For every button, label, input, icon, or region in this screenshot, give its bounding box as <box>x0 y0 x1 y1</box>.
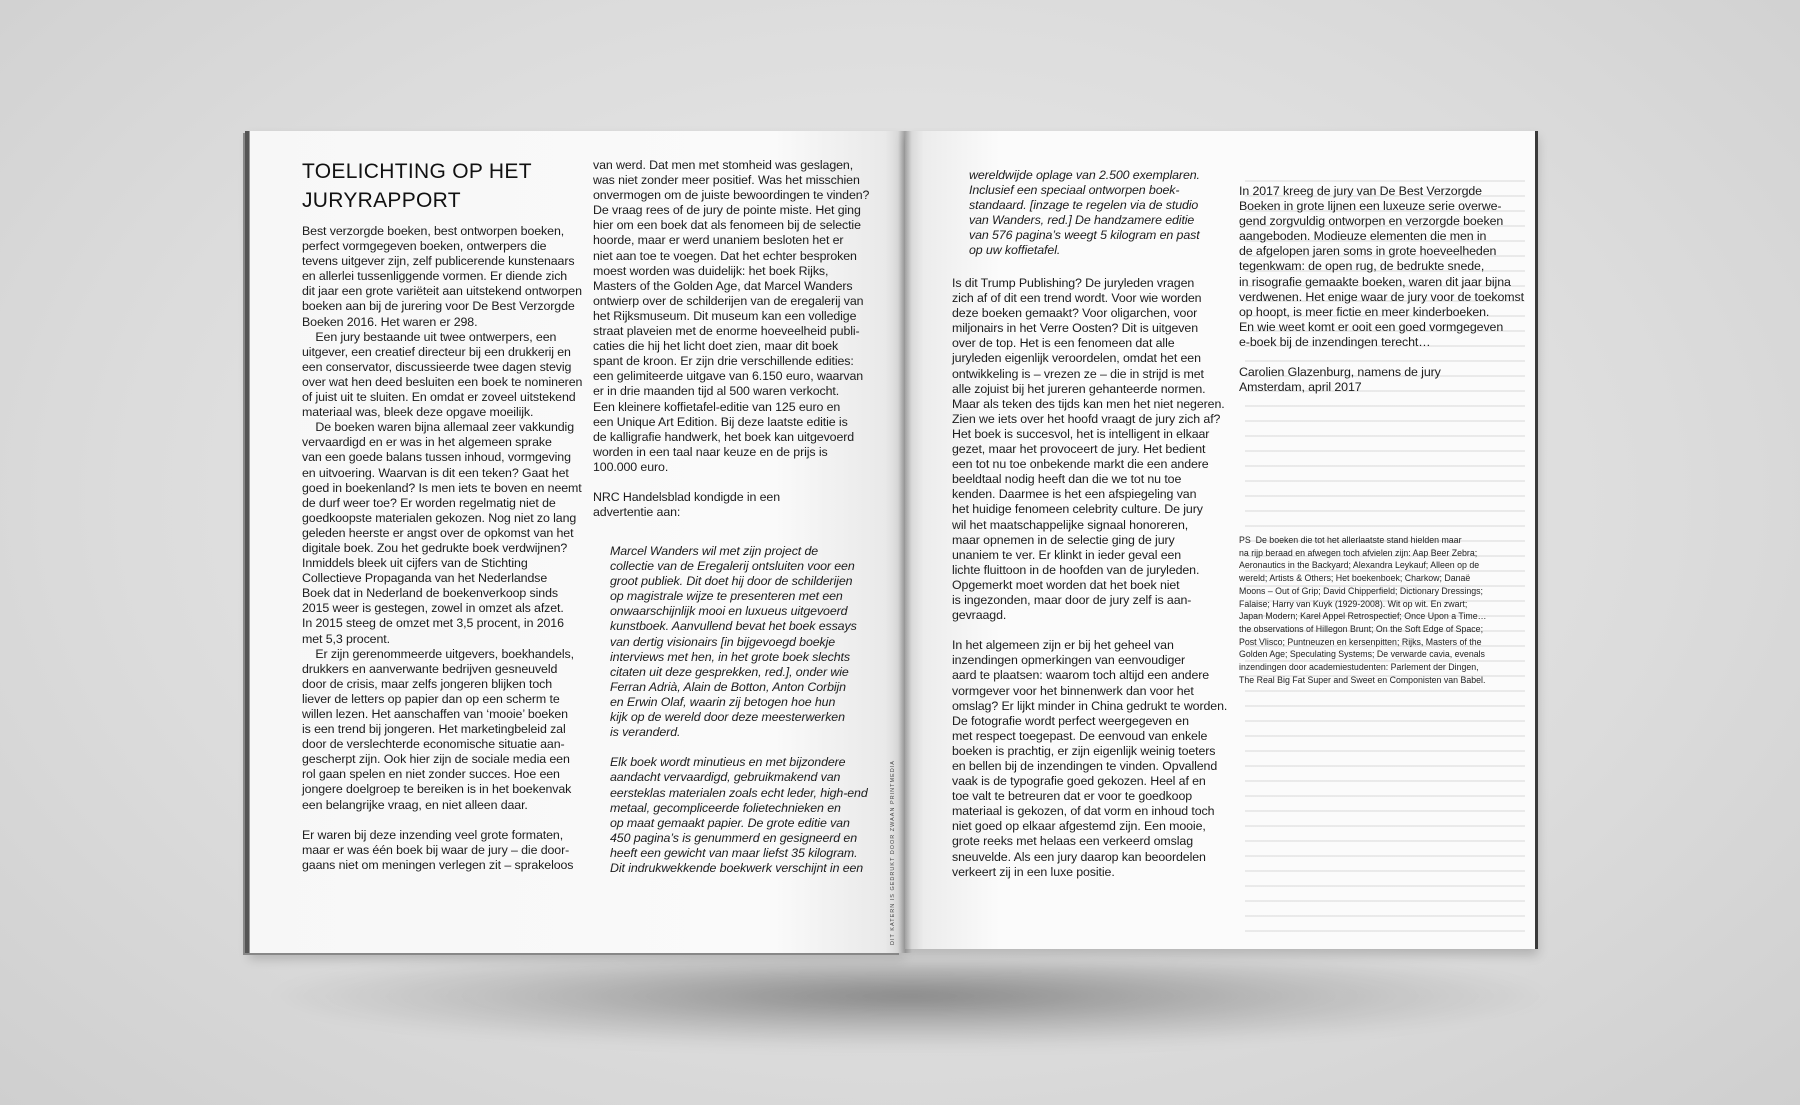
book-shadow <box>260 960 1560 1050</box>
column-4-text: In 2017 kreeg de jury van De Best Verzorgde Boeken in grote lijnen een luxeuze serie overwe- gend zorgvuldig ontworpen en verzorgde boeken aangeboden. Modieuze elementen die men in de afgelopen jaren soms in grote hoeveelheden tegenkwam: de open rug, de bedrukte snede, in risografie gemaakte boeken, waren dit jaar bijna verdwenen. Het enige waar de jury voor de toekomst op hoopt, is meer fictie en meer kinderboeken. En wie weet komt er ooit een goed vormgegeven e-boek bij de inzendingen terecht… Carolien Glazenburg, namens de jury Amsterdam, april 2017 <box>1239 184 1524 395</box>
column-1-text: Best verzorgde boeken, best ontworpen boeken, perfect vormgegeven boeken, ontwerpers die tevens uitgever zijn, zelf publicerende kunstenaars en allerlei tussenliggende vormen. Er diende zich dit jaar een grote variëteit aan uitstekend ontworpen boeken aan bij de jurering voor De Best Verzorgde Boeken 2016. Het waren er 298. Een jury bestaande uit twee ontwerpers, een uitgever, een creatief directeur bij een drukkerij en een conservator, discussieerde twee dagen stevig over wat hen deed besluiten een boek te nomineren of juist uit te sluiten. En omdat er zoveel uitstekend materiaal was, bleek deze opgave moeilijk. De boeken waren bijna allemaal zeer vakkundig vervaardigd en er was in het algemeen sprake van een goede balans tussen inhoud, vormgeving en uitvoering. Waarvan is dit een teken? Gaat het goed in boekenland? Is men iets te boven en neemt de durf weer toe? Er worden regelmatig niet de goedkoopste materialen gekozen. Nog niet zo lang geleden heerste er angst over de opkomst van het digitale boek. Zou het gedrukte boek verdwijnen? Inmiddels bleek uit cijfers van de Stichting Collectieve Propaganda van het Nederlandse Boek dat in Nederland de boekenverkoop sinds 2015 weer is gestegen, zowel in omzet als afzet. In 2015 steeg de omzet met 3,5 procent, in 2016 met 5,3 procent. Er zijn gerenommeerde uitgevers, boekhandels, drukkers en aanverwante bedrijven gesneuveld door de crisis, maar zelfs jongeren blijken toch liever de letters op papier dan op een scherm te willen lezen. Het aanschaffen van ‘mooie’ boeken is een trend bij jongeren. Het marketingbeleid zal door de verslechterde economische situatie aan- gescherpt zijn. Ook hier zijn de sociale media een rol gaan spelen en niet zonder succes. Hoe een jongere doelgroep te bereiken is in het boekenvak een belangrijke vraag, en niet alleen daar. Er waren bij deze inzending veel grote formaten, maar er was één boek bij waar de jury – die door- gaans niet om meningen verlegen zit – sprakeloos <box>302 224 583 872</box>
column-2-quote: Marcel Wanders wil met zijn project de collectie van de Eregalerij ontsluiten voor een groot publiek. Dit doet hij door de schilderijen op magistrale wijze te presenteren met een onwaarschijnlijk mooi en luxueus uitgevoerd kunstboek. Aanvullend bevat het boek essays van dertig visionairs [in bijgevoegd boekje interviews met hen, in het grote boek slechts citaten uit deze gesprekken, red.], onder wie Ferran Adrià, Alain de Botton, Anton Corbijn en Erwin Olaf, waarin zij betogen hoe hun kijk op de wereld door deze meesterwerken is veranderd. Elk boek wordt minutieus en met bijzondere aandacht vervaardigd, gebruikmakend van eersteklas materialen zoals echt leder, high-end metaal, gecompliceerde folietechnieken en op maat gemaakt papier. De grote editie van 450 pagina’s is genummerd en gesigneerd en heeft een gewicht van maar liefst 35 kilogram. Dit indrukwekkende boekwerk verschijnt in een <box>610 544 868 875</box>
book-spine <box>898 131 912 953</box>
column-2-text: van werd. Dat men met stomheid was geslagen, was niet zonder meer positief. Was het misschien onvermogen om de juiste bewoordingen te vinden? De vraag rees of de jury de pointe miste. Het ging hier om een boek dat als fenomeen bij de selectie hoorde, maar er werd unaniem besloten het er niet aan toe te voegen. Dat het echter besproken moest worden was duidelijk: het boek Rijks, Masters of the Golden Age, dat Marcel Wanders ontwierp over de schilderijen van de eregalerij van het Rijksmuseum. Dit museum kan een volledige straat plaveien met de enorme hoeveelheid publi- caties die hij het licht doet zien, maar dit boek spant de kroon. Er zijn drie verschillende edities: een gelimiteerde uitgave van 6.150 euro, waarvan er in drie maanden tijd al 500 waren verkocht. Een kleinere koffietafel-editie van 125 euro en een Unique Art Edition. Bij deze laatste editie is de kalligrafie handwerk, het boek kan uitgevoerd worden in een taal naar keuze en de prijs is 100.000 euro. NRC Handelsblad kondigde in een advertentie aan: <box>593 158 870 520</box>
article-heading: TOELICHTING OP HET JURYRAPPORT <box>302 160 532 212</box>
column-3-text: Is dit Trump Publishing? De juryleden vragen zich af of dit een trend wordt. Voor wie worden deze boeken gemaakt? Voor oligarchen, voor miljonairs in het Verre Oosten? Dit is uitgeven over de top. Het is een fenomeen dat alle juryleden eigenlijk veroordelen, omdat het een ontwikkeling is – vrezen ze – die in strijd is met alle zojuist bij het jureren gehanteerde normen. Maar als teken des tijds kan men het niet negeren. Zien we iets over het hoofd vraagt de jury zich af? Het boek is succesvol, het is intelligent in elkaar gezet, maar het provoceert de jury. Het bedient een tot nu toe onbekende markt die een andere beeldtaal nodig heeft dan die we tot nu toe kenden. Daarmee is het een afspiegeling van het huidige fenomeen celebrity culture. De jury wil het maatschappelijke signaal honoreren, maar opnemen in de selectie ging de jury unaniem te ver. Er klinkt in ieder geval een lichte fluittoon in de hoofden van de juryleden. Opgemerkt moet worden dat het boek niet is ingezonden, maar door de jury zelf is aan- gevraagd. In het algemeen zijn er bij het geheel van inzendingen opmerkingen van eenvoudiger aard te plaatsen: waarom toch altijd een andere vormgever voor het binnenwerk dan voor het omslag? Er lijkt minder in China gedrukt te worden. De fotografie wordt perfect weergegeven en met respect toegepast. De eenvoud van enkele boeken is prachtig, er zijn eigenlijk weinig toeters en bellen bij de inzendingen te vinden. Opvallend vaak is de typografie goed gekozen. Heel af en toe valt te betreuren dat er voor te goedkoop materiaal is gekozen, of dat vorm en inhoud toch niet goed op elkaar afgestemd zijn. Een mooie, grote reeks met helaas een verkeerd omslag sneuvelde. Als een jury daarop kan beoordelen verkeert zij in een luxe positie. <box>952 276 1228 879</box>
print-credit: DIT KATERN IS GEDRUKT DOOR ZWAAN PRINTMEDIA <box>890 760 896 945</box>
ps-note: PS De boeken die tot het allerlaatste stand hielden maar na rijp beraad en afwegen toch afvielen zijn: Aap Beer Zebra; Aeronautics in the Backyard; Alexandra Leykauf; Alleen op de wereld; Artists & Others; Het boekenboek; Charkow; Danaë Moons – Out of Grip; David Chipperfield; Dictionary Dressings; Falaise; Harry van Kuyk (1929-2008). Wit op wit. En zwart; Japan Modern; Karel Appel Retrospectief; Once Upon a Time… the observations of Hillegon Brunt; On the Soft Edge of Space; Post Vlisco; Puntneuzen en kersenpitten; Rijks, Masters of the Golden Age; Speculating Systems; De verwarde cavia, evenals inzendingen door academiestudenten: Parlement der Dingen, The Real Big Fat Super and Sweet en Componisten van Babel. <box>1239 535 1487 685</box>
column-3-quote: wereldwijde oplage van 2.500 exemplaren. Inclusief een speciaal ontworpen boek- standaard. [inzage te regelen via de studio van Wanders, red.] De handzamere editie van 576 pagina’s weegt 5 kilogram en past op uw koffietafel. <box>969 168 1200 258</box>
